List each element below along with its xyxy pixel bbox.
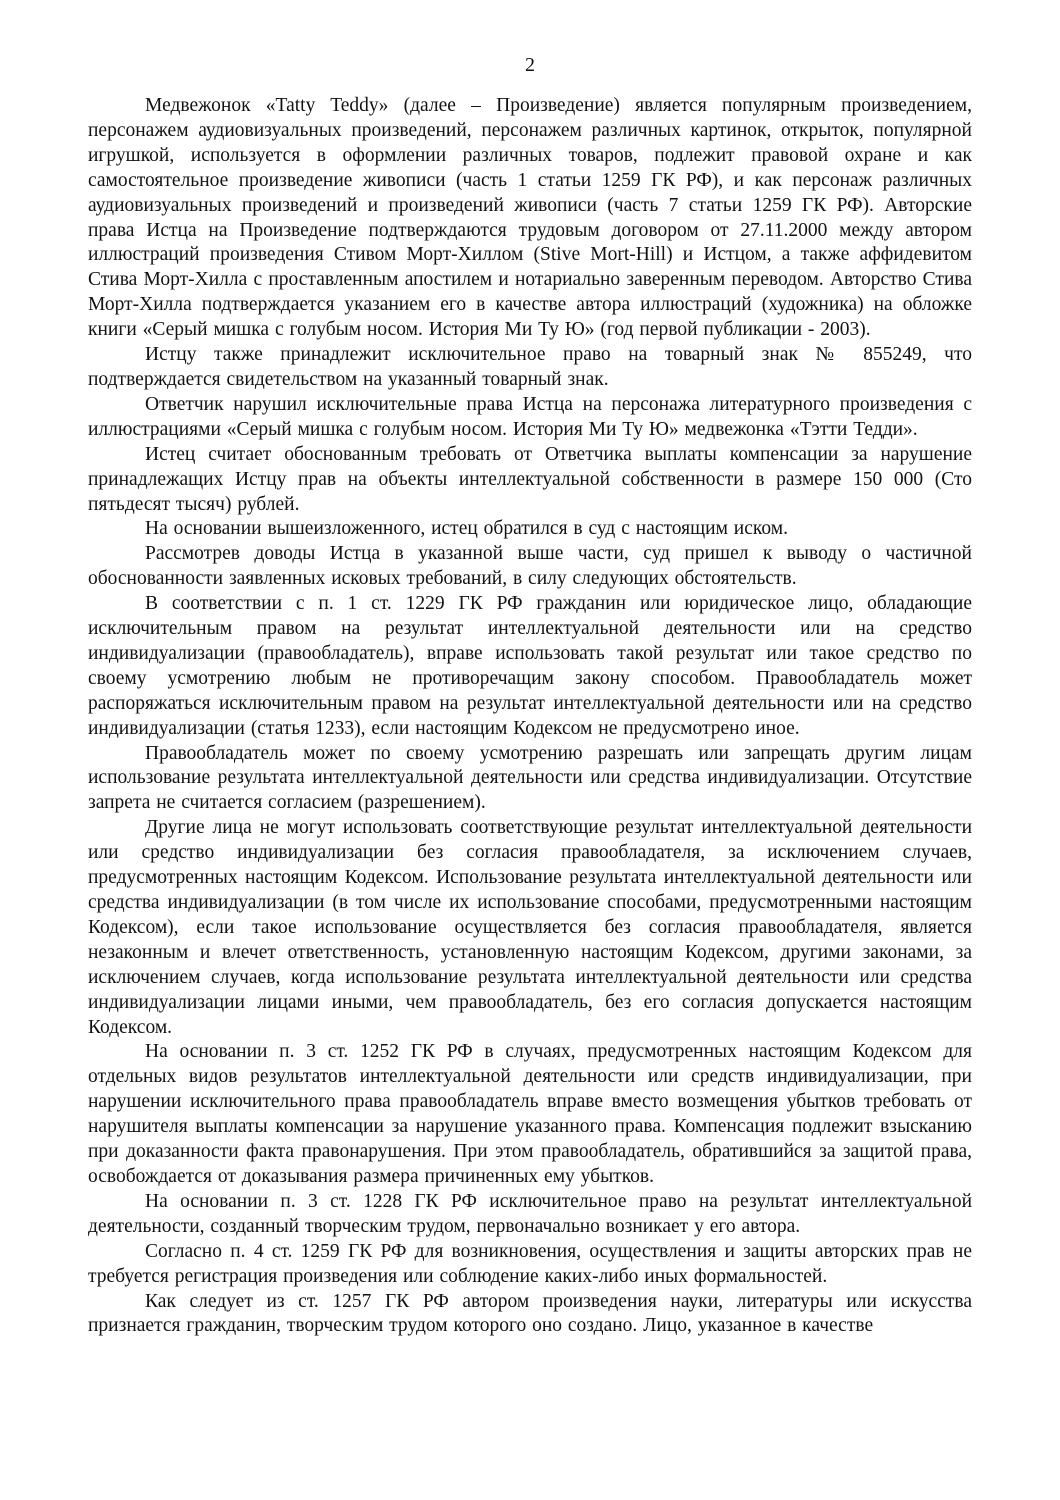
paragraph: Истец считает обоснованным требовать от Ответчика выплаты компенсации за нарушение принадлежащих Истцу прав на объекты интеллектуальной собственности в размере 150 000 (Сто пятьдесят тысяч) рублей. [88, 443, 972, 515]
paragraph: Рассмотрев доводы Истца в указанной выше части, суд пришел к выводу о частичной обоснованности заявленных исковых требований, в силу следующих обстоятельств. [88, 543, 972, 590]
paragraph: На основании п. 3 ст. 1228 ГК РФ исключительное право на результат интеллектуальной деятельности, созданный творческим трудом, первоначально возникает у его автора. [88, 1190, 972, 1237]
paragraph: Медвежонок «Tatty Teddy» (далее – Произведение) является популярным произведением, персонажем аудиовизуальных произведений, персонажем различных картинок, открыток, популярной игрушкой, используется в оформлении различных товаров, подлежит правовой охране и как самостоятельное произведение живописи (часть 1 статьи 1259 ГК РФ), и как персонаж различных аудиовизуальных произведений и произведений живописи (часть 7 статьи 1259 ГК РФ). Авторские права Истца на Произведение подтверждаются трудовым договором от 27.11.2000 между автором иллюстраций произведения Стивом Морт-Хиллом (Stive Mort-Hill) и Истцом, а также аффидевитом Стива Морт-Хилла с проставленным апостилем и нотариально заверенным переводом. Авторство Стива Морт-Хилла подтверждается указанием его в качестве автора иллюстраций (художника) на обложке книги «Серый мишка с голубым носом. История Ми Ту Ю» (год первой публикации - 2003). [88, 95, 972, 341]
paragraph: Как следует из ст. 1257 ГК РФ автором произведения науки, литературы или искусства признается гражданин, творческим трудом которого оно создано. Лицо, указанное в качестве [88, 1290, 972, 1337]
paragraph: На основании п. 3 ст. 1252 ГК РФ в случаях, предусмотренных настоящим Кодексом для отдельных видов результатов интеллектуальной деятельности или средств индивидуализации, при нарушении исключительного права правообладатель вправе вместо возмещения убытков требовать от нарушителя выплаты компенсации за нарушение указанного права. Компенсация подлежит взысканию при доказанности факта правонарушения. При этом правообладатель, обратившийся за защитой права, освобождается от доказывания размера причиненных ему убытков. [88, 1041, 972, 1187]
paragraph: Ответчик нарушил исключительные права Истца на персонажа литературного произведения с иллюстрациями «Серый мишка с голубым носом. История Ми Ту Ю» медвежонка «Тэтти Тедди». [88, 393, 972, 440]
paragraph: Согласно п. 4 ст. 1259 ГК РФ для возникновения, осуществления и защиты авторских прав не требуется регистрация произведения или соблюдение каких-либо иных формальностей. [88, 1240, 972, 1287]
paragraph: Правообладатель может по своему усмотрению разрешать или запрещать другим лицам использование результата интеллектуальной деятельности или средства индивидуализации. Отсутствие запрета не считается согласием (разрешением). [88, 742, 972, 814]
paragraph: Другие лица не могут использовать соответствующие результат интеллектуальной деятельности или средство индивидуализации без согласия правообладателя, за исключением случаев, предусмотренных настоящим Кодексом. Использование результата интеллектуальной деятельности или средства индивидуализации (в том числе их использование способами, предусмотренными настоящим Кодексом), если такое использование осуществляется без согласия правообладателя, является незаконным и влечет ответственность, установленную настоящим Кодексом, другими законами, за исключением случаев, когда использование результата интеллектуальной деятельности или средства индивидуализации лицами иными, чем правообладатель, без его согласия допускается настоящим Кодексом. [88, 817, 972, 1038]
paragraph: В соответствии с п. 1 ст. 1229 ГК РФ гражданин или юридическое лицо, обладающие исключительным правом на результат интеллектуальной деятельности или на средство индивидуализации (правообладатель), вправе использовать такой результат или такое средство по своему усмотрению любым не противоречащим закону способом. Правообладатель может распоряжаться исключительным правом на результат интеллектуальной деятельности или на средство индивидуализации (статья 1233), если настоящим Кодексом не предусмотрено иное. [88, 593, 972, 739]
paragraph: На основании вышеизложенного, истец обратился в суд с настоящим иском. [145, 518, 788, 540]
document-body [88, 94, 972, 1339]
paragraph: Истцу также принадлежит исключительное право на товарный знак № 855249, что подтверждается свидетельством на указанный товарный знак. [88, 344, 972, 390]
page-number: 2 [525, 54, 535, 76]
